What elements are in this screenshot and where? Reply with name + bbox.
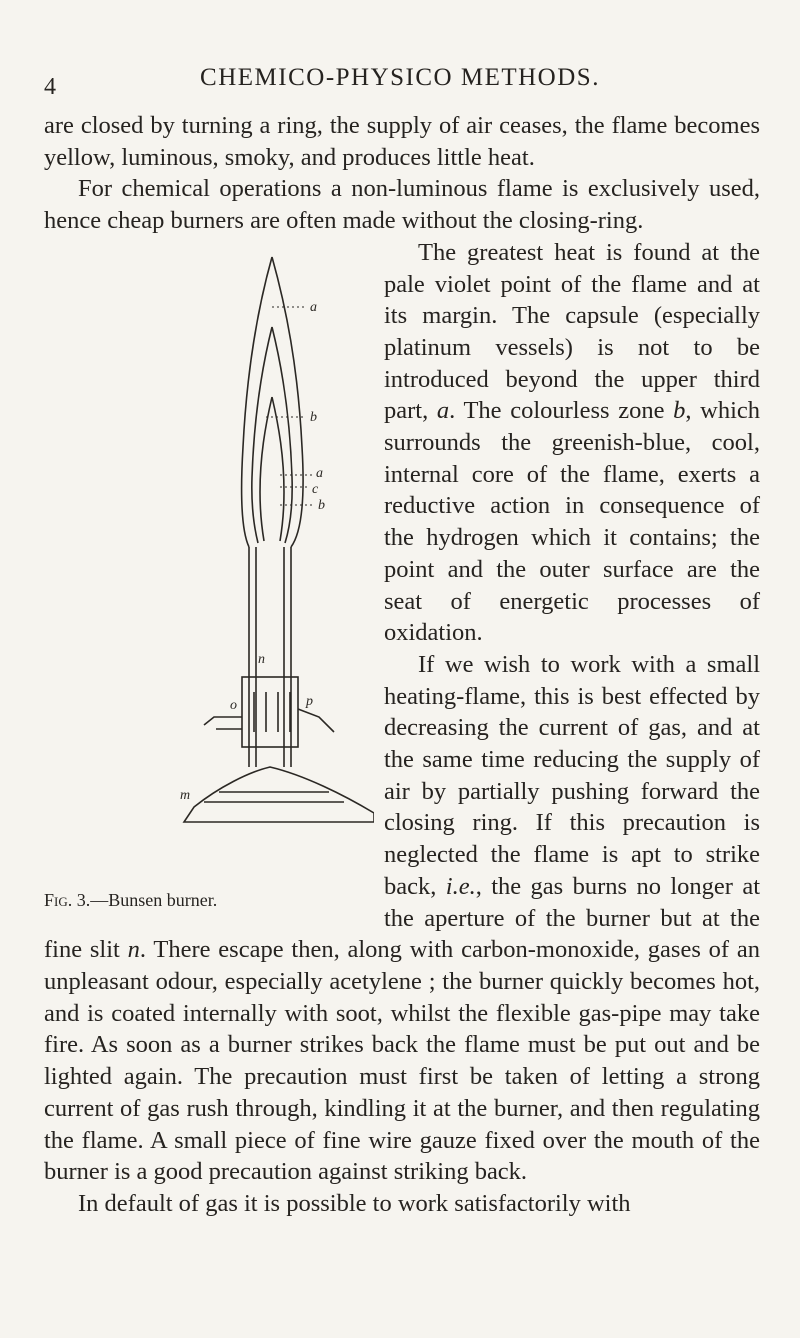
bunsen-burner-illustration [44, 247, 374, 897]
burner-base [184, 767, 374, 822]
label-p: p [306, 693, 313, 709]
label-m: m [180, 787, 191, 803]
paragraph-5: In default of gas it is possible to work satisfactorily with [78, 1189, 631, 1217]
body-text [44, 110, 760, 1220]
paragraph-2: For chemical operations a non-luminous flame is exclusively used, hence cheap burners are often made without the closing-ring. [44, 175, 760, 235]
caption-label: Fig. 3. [44, 890, 91, 911]
label-a-inner: a [316, 465, 323, 481]
running-title: CHEMICO-PHYSICO METHODS. [200, 64, 600, 91]
paragraph-3: The greatest heat is found at the pale violet point of the flame and at its margin. The capsule (especially platinum vessels) is not to be introduced beyond the upper third part, a. The colourless zone b, which surrounds the greenish-blue, cool, internal core of the flame, exerts a reductive action in consequence of the hydrogen which it contains; the point and the outer surface are the seat of energetic processes of oxidation. [384, 238, 760, 647]
middle-flame-zone [252, 327, 292, 543]
bunsen-burner-figure [44, 237, 374, 917]
caption-text: —Bunsen burner. [90, 890, 218, 911]
inner-flame-core [260, 397, 284, 541]
label-o: o [230, 697, 237, 713]
figure-caption [44, 885, 217, 917]
paragraph-4: If we wish to work with a small heating-flame, this is best effected by decreasing the current of gas, and at the same time reducing the supply of air by partially pushing forward the closing ring. If this precaution is neglected the flame is apt to strike back, i.e., the gas burns no longer at the aperture of the burner but at the fine slit n. There escape then, along with carbon-monoxide, gases of an unpleasant odour, especially acetylene ; the burner quickly becomes hot, and is coated internally with soot, whilst the flexible gas-pipe may take fire. As soon as a burner strikes back the flame must be put out and be lighted again. The precaution must first be taken of letting a strong current of gas rush through, kindling it at the burner, and then regulating the flame. A small piece of fine wire gauze fixed over the mouth of the burner is a good precaution against striking back. [44, 650, 761, 1186]
label-c-inner: c [312, 481, 319, 497]
label-a-top: a [310, 299, 317, 315]
label-b-inner: b [318, 497, 325, 513]
paragraph-1: are closed by turning a ring, the supply of air ceases, the flame becomes yellow, luminous, smoky, and produces little heat. [44, 112, 760, 171]
label-n: n [258, 651, 265, 667]
label-b-mid: b [310, 409, 317, 425]
burner-tube [249, 547, 291, 767]
gas-inlet [204, 717, 242, 729]
page-number: 4 [44, 74, 56, 100]
